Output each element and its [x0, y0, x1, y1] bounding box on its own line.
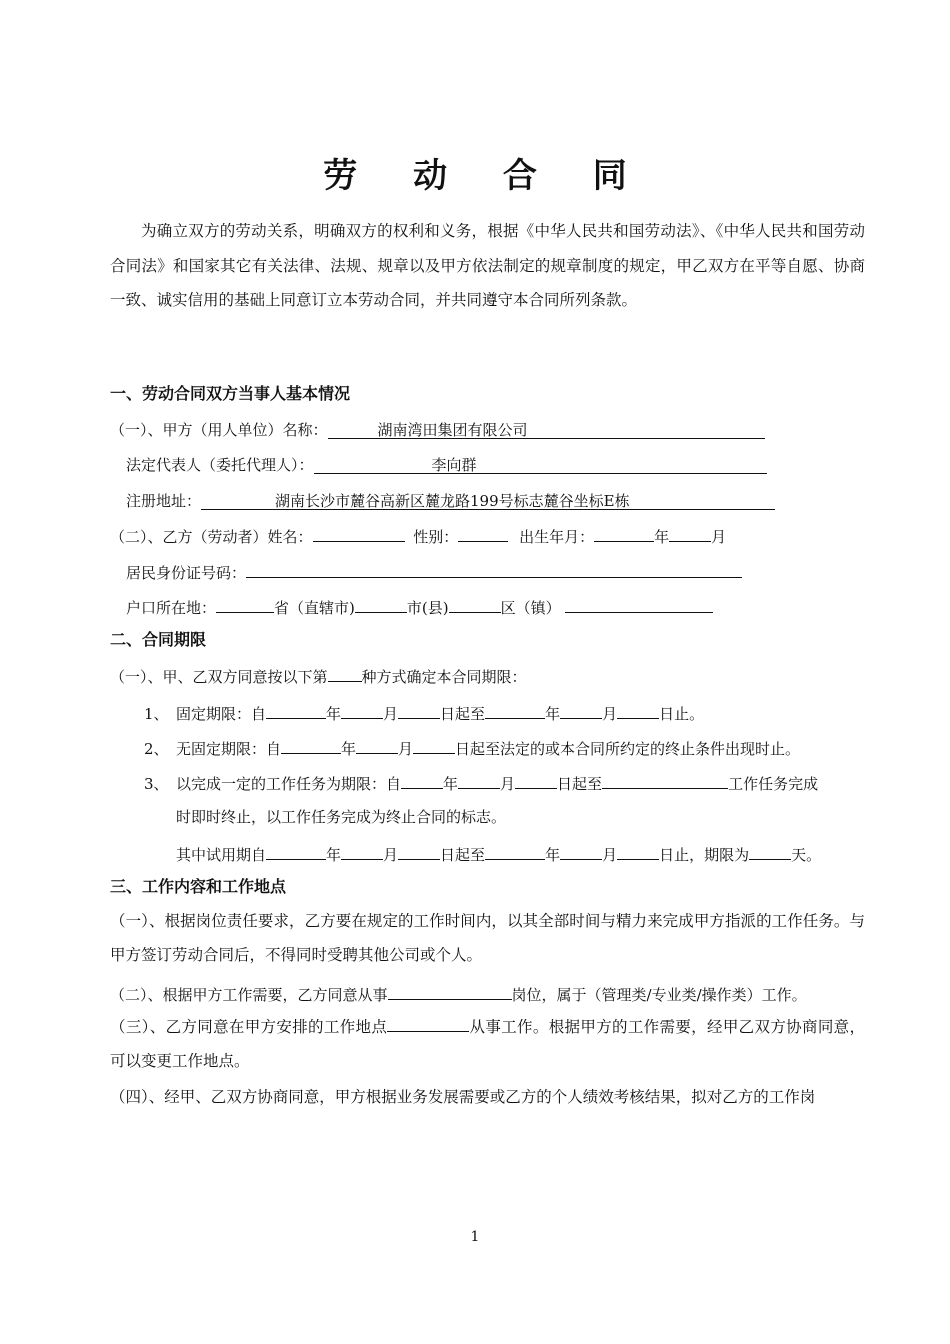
- term-method-label-b: 种方式确定本合同期限：: [361, 668, 527, 686]
- work-content-para-3: [110, 1010, 865, 1078]
- task-term-number: 3、: [144, 775, 169, 793]
- open-start-year-label: 年: [341, 740, 357, 758]
- trial-start-year-label: 年: [326, 846, 342, 864]
- task-description-field[interactable]: [602, 771, 728, 789]
- term-method-label-a: （一）、甲、乙双方同意按以下第: [110, 668, 328, 686]
- position-field[interactable]: [388, 982, 512, 1000]
- fixed-end-label: 日止。: [659, 705, 705, 723]
- work-content-para-4: （四）、经甲、乙双方协商同意，甲方根据业务发展需要或乙方的个人绩效考核结果，拟对乙方的工作岗: [110, 1088, 816, 1106]
- party-a-name-label: （一）、甲方（用人单位）名称：: [110, 421, 328, 439]
- document-title: 劳 动 合 同: [323, 156, 649, 196]
- section-3-heading: 三、工作内容和工作地点: [110, 877, 287, 896]
- fixed-from-to-label: 日起至: [440, 705, 486, 723]
- trial-start-month-field[interactable]: [341, 842, 383, 860]
- hukou-detail-field[interactable]: [565, 595, 713, 613]
- open-start-month-field[interactable]: [356, 736, 398, 754]
- birth-month-field[interactable]: [669, 524, 711, 542]
- page-number: 1: [470, 1229, 480, 1245]
- work-content-para-1: （一）、根据岗位责任要求，乙方要在规定的工作时间内，以其全部时间与精力来完成甲方指派的工作任务。与甲方签订劳动合同后，不得同时受聘其他公司或个人。: [110, 912, 865, 964]
- trial-end-month-label: 月: [602, 846, 618, 864]
- legal-rep-field[interactable]: [314, 456, 767, 474]
- position-label-b: 岗位，属于（管理类/专业类/操作类）工作。: [511, 986, 807, 1004]
- open-term-number: 2、: [144, 740, 169, 758]
- task-start-year-field[interactable]: [401, 771, 443, 789]
- task-start-month-label: 月: [500, 775, 516, 793]
- task-complete-label: 工作任务完成: [728, 775, 819, 793]
- party-b-row: [110, 524, 726, 548]
- open-start-day-field[interactable]: [413, 736, 455, 754]
- trial-end-year-label: 年: [545, 846, 561, 864]
- open-term-end-label: 日起至法定的或本合同所约定的终止条件出现时止。: [455, 740, 801, 758]
- id-number-field[interactable]: [246, 560, 742, 578]
- trial-end-label: 日止，期限为: [659, 846, 750, 864]
- open-term-label: 无固定期限：自: [176, 740, 282, 758]
- intro-paragraph: 为确立双方的劳动关系，明确双方的权利和义务，根据《中华人民共和国劳动法》、《中华人民共和国劳动合同法》和国家其它有关法律、法规、规章以及甲方依法制定的规章制度的规定，甲乙双方在平等自愿、协商一致、诚实信用的基础上同意订立本劳动合同，并共同遵守本合同所列条款。: [110, 222, 865, 309]
- trial-period-row: [176, 842, 821, 866]
- open-start-year-field[interactable]: [281, 736, 341, 754]
- hukou-city-field[interactable]: [355, 595, 407, 613]
- task-term-continuation: 时即时终止，以工作任务完成为终止合同的标志。: [176, 808, 507, 826]
- hukou-district-field[interactable]: [449, 595, 501, 613]
- trial-end-year-field[interactable]: [485, 842, 545, 860]
- birth-label: 出生年月：: [519, 528, 595, 546]
- reg-address-value: 湖南长沙市麓谷高新区麓龙路199号标志麓谷坐标E栋: [275, 492, 630, 510]
- legal-rep-value: 李向群: [431, 456, 477, 474]
- hukou-province-field[interactable]: [216, 595, 274, 613]
- reg-address-label: 注册地址：: [126, 492, 202, 510]
- task-start-day-field[interactable]: [515, 771, 557, 789]
- fixed-start-month-field[interactable]: [341, 701, 383, 719]
- trial-start-month-label: 月: [383, 846, 399, 864]
- section-1-heading: 一、劳动合同双方当事人基本情况: [110, 384, 351, 403]
- work-location-label-b: 从事工作。根据甲方的工作需要，经甲乙双方协商同意，可以变更工作地点。: [110, 1018, 865, 1070]
- fixed-end-month-label: 月: [602, 705, 618, 723]
- trial-days-label: 天。: [791, 846, 822, 864]
- fixed-end-year-label: 年: [545, 705, 561, 723]
- trial-start-year-field[interactable]: [266, 842, 326, 860]
- reg-address-field[interactable]: [201, 492, 775, 510]
- fixed-start-year-field[interactable]: [266, 701, 326, 719]
- task-start-year-label: 年: [443, 775, 459, 793]
- trial-end-month-field[interactable]: [560, 842, 602, 860]
- gender-field[interactable]: [458, 524, 508, 542]
- hukou-province-label: 省（直辖市): [274, 599, 355, 617]
- work-content-para-2: [110, 982, 807, 1006]
- birth-year-label: 年: [654, 528, 670, 546]
- task-term-label: 以完成一定的工作任务为期限：自: [176, 775, 402, 793]
- fixed-end-year-field[interactable]: [485, 701, 545, 719]
- hukou-row: [126, 595, 713, 619]
- reg-address-row: [126, 490, 775, 512]
- term-method-field[interactable]: [328, 664, 362, 682]
- fixed-start-year-label: 年: [326, 705, 342, 723]
- open-term-row: [144, 736, 800, 760]
- fixed-term-label: 固定期限：自: [176, 705, 267, 723]
- work-location-label-a: （三）、乙方同意在甲方安排的工作地点: [110, 1018, 388, 1036]
- fixed-term-number: 1、: [144, 705, 169, 723]
- fixed-end-month-field[interactable]: [560, 701, 602, 719]
- trial-from-to-label: 日起至: [440, 846, 486, 864]
- position-label-a: （二）、根据甲方工作需要，乙方同意从事: [110, 986, 388, 1004]
- party-a-name-value: 湖南湾田集团有限公司: [377, 421, 528, 439]
- trial-days-field[interactable]: [749, 842, 791, 860]
- task-from-to-label: 日起至: [557, 775, 603, 793]
- task-start-month-field[interactable]: [458, 771, 500, 789]
- party-a-name-field[interactable]: [328, 421, 765, 439]
- birth-month-label: 月: [711, 528, 727, 546]
- work-location-field[interactable]: [387, 1014, 469, 1032]
- party-a-name-row: [110, 419, 765, 441]
- trial-label: 其中试用期自: [176, 846, 267, 864]
- gender-label: 性别：: [413, 528, 459, 546]
- party-b-name-field[interactable]: [313, 524, 405, 542]
- id-number-row: [126, 560, 742, 584]
- term-method-row: [110, 664, 527, 688]
- birth-year-field[interactable]: [594, 524, 654, 542]
- section-2-heading: 二、合同期限: [110, 630, 207, 649]
- hukou-label: 户口所在地：: [126, 599, 217, 617]
- fixed-term-row: [144, 701, 704, 725]
- legal-rep-row: [126, 454, 767, 476]
- fixed-start-day-field[interactable]: [398, 701, 440, 719]
- open-start-month-label: 月: [398, 740, 414, 758]
- party-b-name-label: （二）、乙方（劳动者）姓名：: [110, 528, 313, 546]
- hukou-district-label: 区（镇）: [500, 599, 561, 617]
- trial-start-day-field[interactable]: [398, 842, 440, 860]
- task-term-row: [144, 771, 818, 795]
- trial-end-day-field[interactable]: [617, 842, 659, 860]
- legal-rep-label: 法定代表人（委托代理人）：: [126, 456, 314, 474]
- hukou-city-label: 市(县): [406, 599, 449, 617]
- id-number-label: 居民身份证号码：: [126, 564, 247, 582]
- fixed-start-month-label: 月: [383, 705, 399, 723]
- fixed-end-day-field[interactable]: [617, 701, 659, 719]
